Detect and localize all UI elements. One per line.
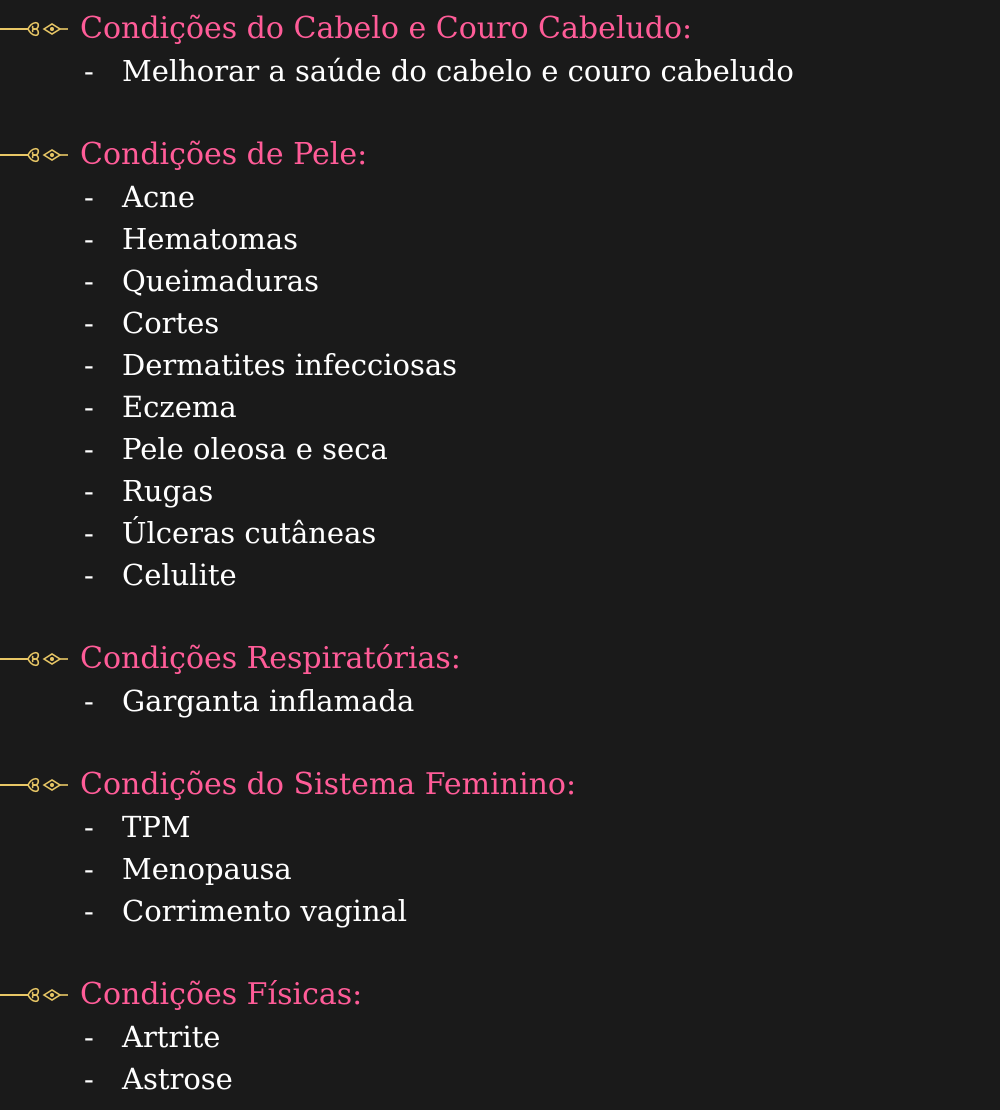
list-item (0, 260, 1000, 302)
section-heading-row (0, 134, 1000, 176)
list-item (0, 428, 1000, 470)
section-heading-row (0, 8, 1000, 50)
list-item-text: Queimaduras (122, 264, 319, 298)
list-dash: - (84, 558, 94, 592)
list-dash: - (84, 390, 94, 424)
list-dash: - (84, 810, 94, 844)
list-dash: - (84, 432, 94, 466)
list-item-text: TPM (122, 810, 191, 844)
list-item-text: Úlceras cutâneas (122, 516, 377, 550)
list-item-text: Hematomas (122, 222, 299, 256)
condition-section (0, 8, 1000, 92)
section-items (0, 50, 1000, 92)
condition-section (0, 638, 1000, 722)
list-item-text: Pele oleosa e seca (122, 432, 388, 466)
list-dash: - (84, 516, 94, 550)
list-item-text: Melhorar a saúde do cabelo e couro cabeludo (122, 54, 794, 88)
section-heading-row (0, 974, 1000, 1016)
list-item (0, 344, 1000, 386)
list-item-text: Acne (122, 180, 196, 214)
list-dash: - (84, 1062, 94, 1096)
list-dash: - (84, 180, 94, 214)
gold-flourish-icon (0, 18, 70, 40)
list-item (0, 1016, 1000, 1058)
section-items (0, 806, 1000, 932)
condition-section (0, 764, 1000, 932)
section-heading-row (0, 638, 1000, 680)
list-item (0, 680, 1000, 722)
list-item (0, 176, 1000, 218)
section-title: Condições Respiratórias: (80, 641, 461, 676)
condition-section (0, 134, 1000, 596)
gold-flourish-icon (0, 774, 70, 796)
list-item (0, 302, 1000, 344)
list-dash: - (84, 222, 94, 256)
list-dash: - (84, 264, 94, 298)
list-item-text: Cortes (122, 306, 220, 340)
list-dash: - (84, 474, 94, 508)
list-item (0, 848, 1000, 890)
list-item (0, 50, 1000, 92)
section-items (0, 680, 1000, 722)
section-items (0, 1016, 1000, 1100)
gold-flourish-icon (0, 144, 70, 166)
list-item-text: Rugas (122, 474, 214, 508)
list-item-text: Garganta inflamada (122, 684, 415, 718)
list-item-text: Dermatites infecciosas (122, 348, 458, 382)
section-items (0, 176, 1000, 596)
section-title: Condições Físicas: (80, 977, 363, 1012)
list-dash: - (84, 306, 94, 340)
list-item (0, 554, 1000, 596)
list-item-text: Eczema (122, 390, 237, 424)
list-item-text: Astrose (122, 1062, 233, 1096)
list-item (0, 218, 1000, 260)
list-item-text: Artrite (122, 1020, 221, 1054)
list-item-text: Corrimento vaginal (122, 894, 408, 928)
list-item-text: Celulite (122, 558, 237, 592)
section-title: Condições de Pele: (80, 137, 368, 172)
list-dash: - (84, 1020, 94, 1054)
list-item (0, 1058, 1000, 1100)
list-item (0, 806, 1000, 848)
section-title: Condições do Sistema Feminino: (80, 767, 577, 802)
list-item (0, 890, 1000, 932)
section-heading-row (0, 764, 1000, 806)
list-item-text: Menopausa (122, 852, 292, 886)
gold-flourish-icon (0, 984, 70, 1006)
condition-list (0, 8, 1000, 1100)
section-title: Condições do Cabelo e Couro Cabeludo: (80, 11, 693, 46)
list-item (0, 470, 1000, 512)
list-item (0, 386, 1000, 428)
gold-flourish-icon (0, 648, 70, 670)
list-dash: - (84, 852, 94, 886)
list-dash: - (84, 684, 94, 718)
list-dash: - (84, 54, 94, 88)
list-dash: - (84, 348, 94, 382)
list-dash: - (84, 894, 94, 928)
list-item (0, 512, 1000, 554)
condition-section (0, 974, 1000, 1100)
